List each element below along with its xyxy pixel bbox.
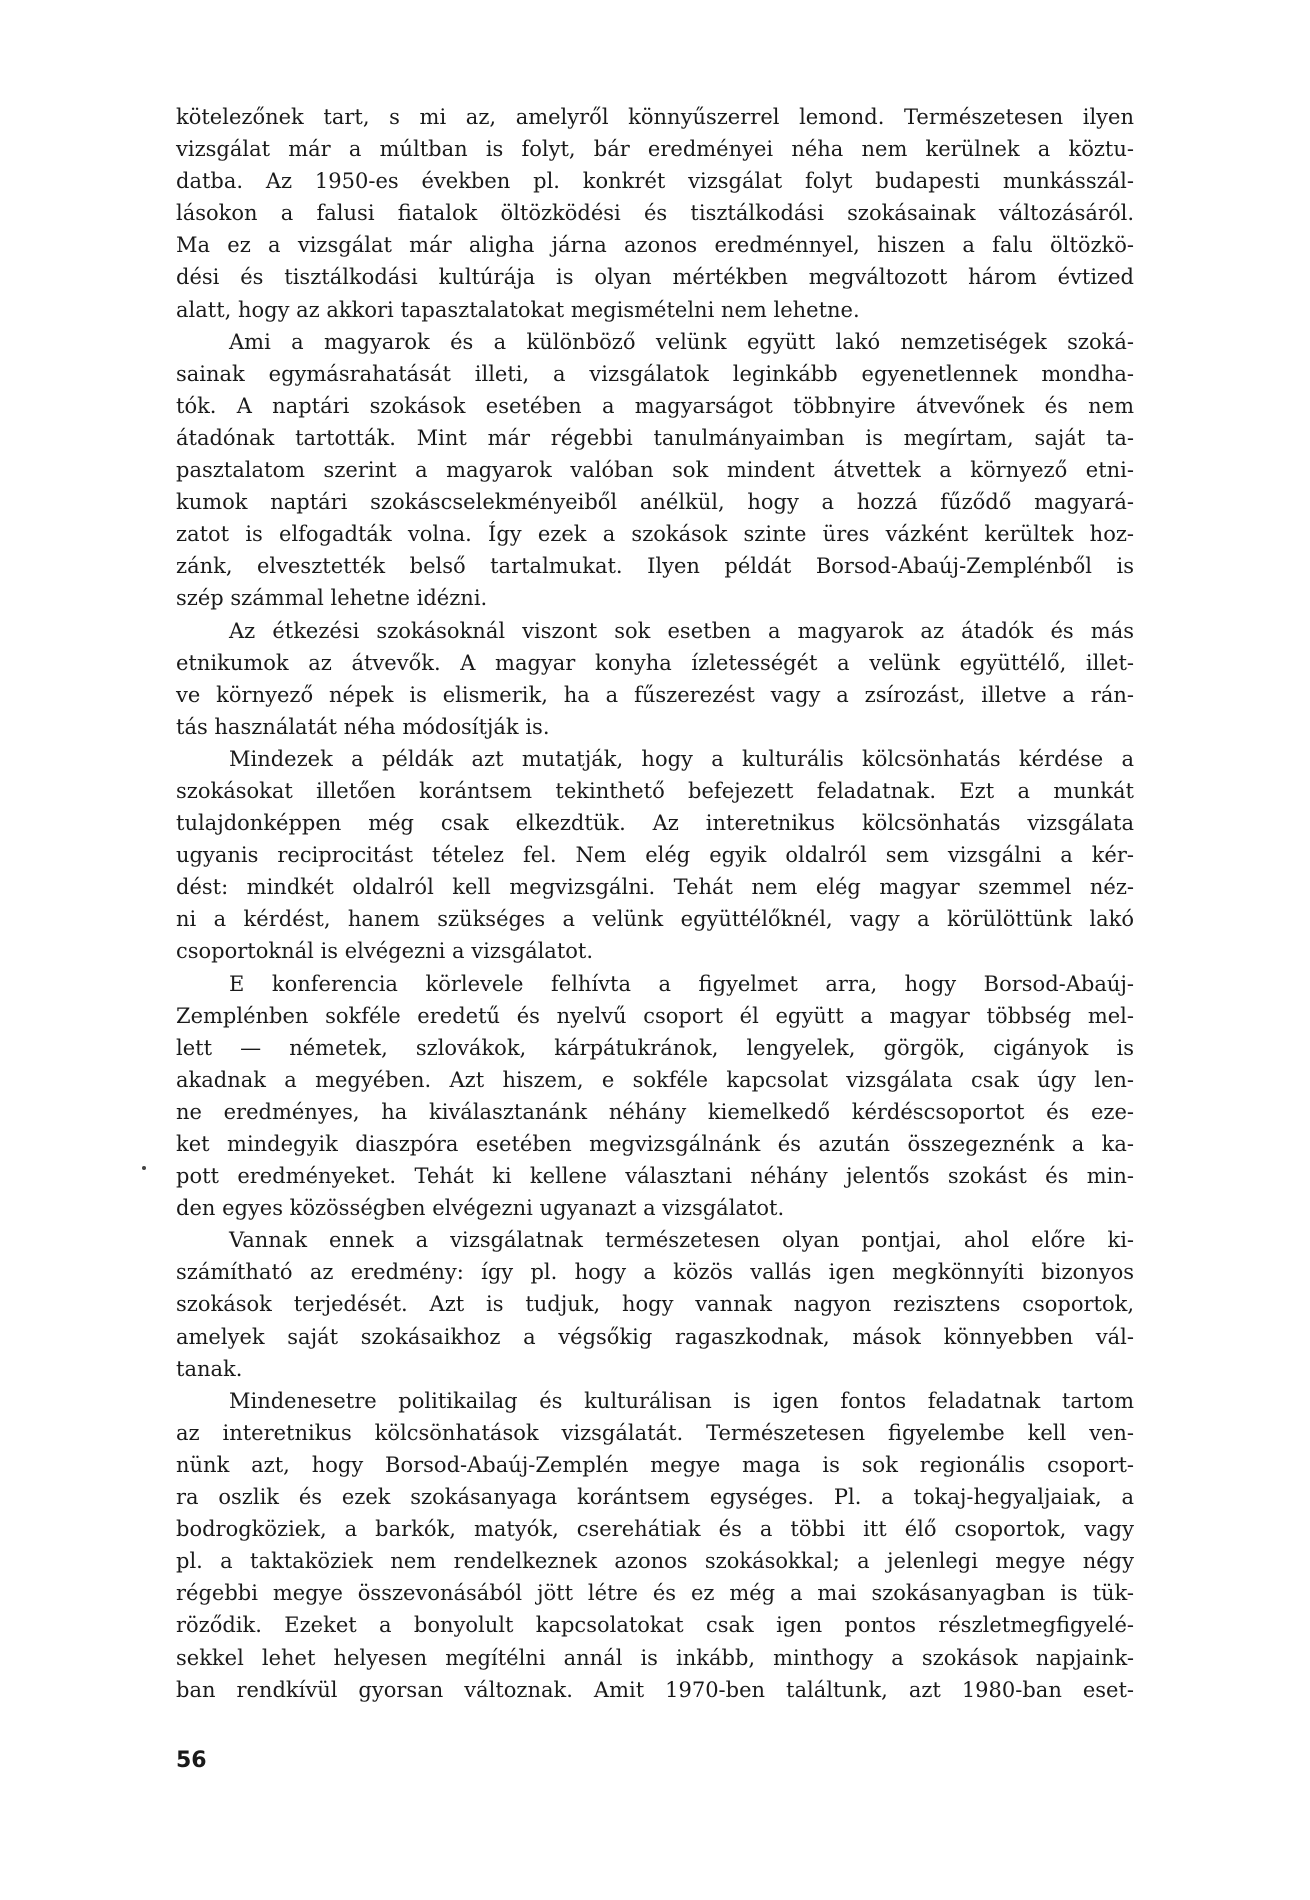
paragraph-start-line: Az étkezési szokásoknál viszont sok esetben a magyarok az átadók és más xyxy=(229,618,1134,643)
text-line: datba. Az 1950-es években pl. konkrét vizsgálat folyt budapesti munkásszál- xyxy=(176,169,1134,194)
text-line: szép számmal lehetne idézni. xyxy=(176,586,488,611)
text-line: dést: mindkét oldalról kell megvizsgálni. Tehát nem elég magyar szemmel néz- xyxy=(176,875,1134,900)
margin-dot xyxy=(142,1166,146,1170)
text-line: pasztalatom szerint a magyarok valóban sok mindent átvettek a környező etni- xyxy=(176,458,1134,483)
text-line: régebbi megye összevonásából jött létre és ez még a mai szokásanyagban is tük- xyxy=(176,1581,1134,1606)
text-line: etnikumok az átvevők. A magyar konyha ízletességét a velünk együttélő, illet- xyxy=(176,650,1134,675)
text-line: sekkel lehet helyesen megítélni annál is inkább, minthogy a szokások napjaink- xyxy=(176,1645,1134,1670)
paragraph-start-line: Mindezek a példák azt mutatják, hogy a kulturális kölcsönhatás kérdése a xyxy=(229,746,1134,771)
text-line: tás használatát néha módosítják is. xyxy=(176,714,550,739)
text-line: lett — németek, szlovákok, kárpátukránok, lengyelek, görgök, cigányok is xyxy=(176,1035,1134,1060)
page-number: 56 xyxy=(176,1748,207,1773)
text-line: dési és tisztálkodási kultúrája is olyan mértékben megváltozott három évtized xyxy=(176,265,1134,290)
paragraph-start-line: Ami a magyarok és a különböző velünk együtt lakó nemzetiségek szoká- xyxy=(229,329,1134,354)
text-line: átadónak tartották. Mint már régebbi tanulmányaimban is megírtam, saját ta- xyxy=(176,425,1134,450)
text-line: Ma ez a vizsgálat már aligha járna azonos eredménnyel, hiszen a falu öltözkö- xyxy=(176,233,1134,258)
text-line: tulajdonképpen még csak elkezdtük. Az interetnikus kölcsönhatás vizsgálata xyxy=(176,811,1134,836)
body-text xyxy=(176,101,1134,1706)
text-line: alatt, hogy az akkori tapasztalatokat megismételni nem lehetne. xyxy=(176,297,860,322)
text-line: ne eredményes, ha kiválasztanánk néhány kiemelkedő kérdéscsoportot és eze- xyxy=(176,1099,1134,1124)
text-line: szokások terjedését. Azt is tudjuk, hogy vannak nagyon rezisztens csoportok, xyxy=(176,1292,1134,1317)
text-line: sainak egymásrahatását illeti, a vizsgálatok leginkább egyenetlennek mondha- xyxy=(176,361,1134,386)
text-line: Zemplénben sokféle eredetű és nyelvű csoport él együtt a magyar többség mel- xyxy=(176,1003,1134,1028)
text-line: pl. a taktaköziek nem rendelkeznek azonos szokásokkal; a jelenlegi megye négy xyxy=(176,1549,1134,1574)
text-line: akadnak a megyében. Azt hiszem, e sokféle kapcsolat vizsgálata csak úgy len- xyxy=(176,1067,1134,1092)
paragraph-start-line: E konferencia körlevele felhívta a figyelmet arra, hogy Borsod-Abaúj- xyxy=(229,971,1134,996)
text-line: ve környező népek is elismerik, ha a fűszerezést vagy a zsírozást, illetve a rán- xyxy=(176,682,1134,707)
text-line: kumok naptári szokáscselekményeiből anélkül, hogy a hozzá fűződő magyará- xyxy=(176,490,1134,515)
text-line: vizsgálat már a múltban is folyt, bár eredményei néha nem kerülnek a köztu- xyxy=(176,137,1134,162)
text-line: szokásokat illetően korántsem tekinthető befejezett feladatnak. Ezt a munkát xyxy=(176,778,1134,803)
text-line: pott eredményeket. Tehát ki kellene választani néhány jelentős szokást és min- xyxy=(176,1164,1134,1189)
text-line: ni a kérdést, hanem szükséges a velünk együttélőknél, vagy a körülöttünk lakó xyxy=(176,907,1134,932)
text-line: zánk, elvesztették belső tartalmukat. Ilyen példát Borsod-Abaúj-Zemplénből is xyxy=(176,554,1134,579)
paragraph-start-line: Mindenesetre politikailag és kulturálisan is igen fontos feladatnak tartom xyxy=(229,1388,1134,1413)
text-line: kötelezőnek tart, s mi az, amelyről könnyűszerrel lemond. Természetesen ilyen xyxy=(176,105,1134,129)
text-line: tók. A naptári szokások esetében a magyarságot többnyire átvevőnek és nem xyxy=(176,393,1134,418)
text-line: nünk azt, hogy Borsod-Abaúj-Zemplén megye maga is sok regionális csoport- xyxy=(176,1452,1134,1477)
text-line: ban rendkívül gyorsan változnak. Amit 1970-ben találtunk, azt 1980-ban eset- xyxy=(176,1677,1134,1702)
text-line: ugyanis reciprocitást tételez fel. Nem elég egyik oldalról sem vizsgálni a kér- xyxy=(176,843,1134,868)
text-line: amelyek saját szokásaikhoz a végsőkig ragaszkodnak, mások könnyebben vál- xyxy=(176,1324,1134,1349)
text-line: den egyes közösségben elvégezni ugyanazt a vizsgálatot. xyxy=(176,1196,785,1221)
text-line: az interetnikus kölcsönhatások vizsgálatát. Természetesen figyelembe kell ven- xyxy=(176,1420,1134,1445)
text-line: számítható az eredmény: így pl. hogy a közös vallás igen megkönnyíti bizonyos xyxy=(176,1260,1134,1285)
text-line: zatot is elfogadták volna. Így ezek a szokások szinte üres vázként kerültek hoz- xyxy=(176,522,1134,547)
text-line: ket mindegyik diaszpóra esetében megvizsgálnánk és azután összegeznénk a ka- xyxy=(176,1132,1134,1156)
text-line: tanak. xyxy=(176,1356,243,1381)
text-line: ra oszlik és ezek szokásanyaga korántsem egységes. Pl. a tokaj-hegyaljaiak, a xyxy=(176,1485,1134,1510)
text-line: röződik. Ezeket a bonyolult kapcsolatokat csak igen pontos részletmegfigyelé- xyxy=(176,1613,1134,1638)
text-line: csoportoknál is elvégezni a vizsgálatot. xyxy=(176,939,594,964)
text-line: bodrogköziek, a barkók, matyók, cserehátiak és a többi itt élő csoportok, vagy xyxy=(176,1517,1134,1542)
paragraph-start-line: Vannak ennek a vizsgálatnak természetesen olyan pontjai, ahol előre ki- xyxy=(229,1228,1134,1253)
text-line: lásokon a falusi fiatalok öltözködési és tisztálkodási szokásainak változásáról. xyxy=(176,201,1134,226)
